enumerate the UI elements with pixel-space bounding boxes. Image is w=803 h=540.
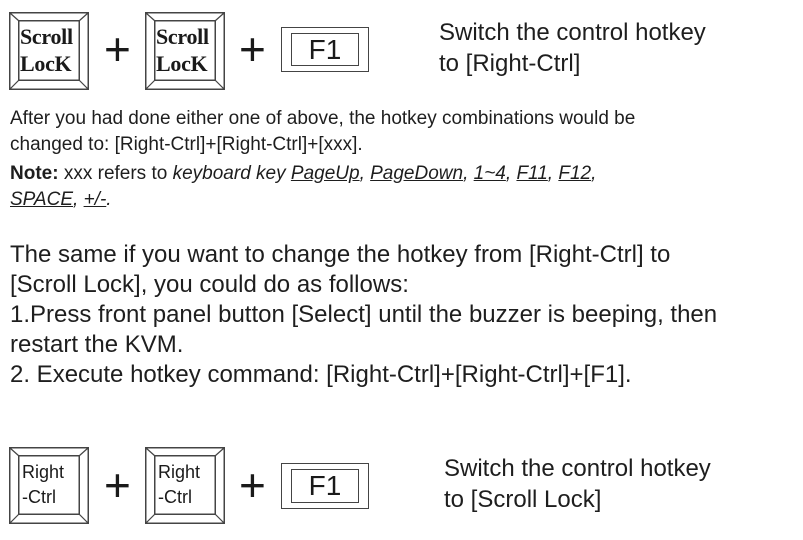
description-line: to [Scroll Lock] [444,486,602,513]
key-plus-minus: +/- [83,189,107,210]
period: . [106,189,112,210]
description-line: Switch the control hotkey [444,455,711,482]
key-label: LocK [20,51,72,76]
scroll-lock-key-2 [145,12,225,90]
key-pageup: PageUp [290,163,360,184]
key-f12: F12 [558,163,592,184]
key-1-4: 1~4 [473,163,506,184]
text-line: After you had done either one of above, the hotkey combinations would be [10,108,636,129]
f1-key [281,27,369,72]
plus-icon: + [104,23,131,75]
key-pagedown: PageDown [370,163,464,184]
key-label: LocK [156,51,208,76]
separator: , [591,163,597,184]
key-f11: F11 [516,163,548,184]
separator: , [463,163,474,184]
key-label: Scroll [20,24,73,49]
separator: , [359,163,371,184]
key-space: SPACE [10,189,74,210]
description-line: Switch the control hotkey [439,19,706,46]
key-label: Right [22,462,65,482]
plus-icon: + [239,459,266,511]
plus-icon: + [104,459,131,511]
note-continued [10,187,800,213]
right-ctrl-key-2 [145,447,225,524]
f1-key [281,463,369,509]
plus-icon: + [239,23,266,75]
key-label: -Ctrl [158,487,192,507]
description-line: to [Right-Ctrl] [439,50,581,77]
scroll-lock-key-1 [9,12,89,90]
step-1-continued: restart the KVM. [10,331,184,358]
hotkey-description [439,17,706,79]
separator: , [547,163,559,184]
note-label: Note: [10,163,59,184]
note-italic: keyboard key [172,163,291,184]
note [10,161,800,187]
f1-key-label: F1 [291,469,359,503]
hotkey-change-explanation [10,106,800,213]
text-line: The same if you want to change the hotkey from [Right-Ctrl] to [10,241,671,268]
separator: , [505,163,517,184]
key-label: -Ctrl [22,487,56,507]
key-label: Scroll [156,24,209,49]
f1-key-label: F1 [291,33,359,66]
step-2: 2. Execute hotkey command: [Right-Ctrl]+[Right-Ctrl]+[F1]. [10,361,632,388]
text-line: [Scroll Lock], you could do as follows: [10,271,409,298]
text-line: changed to: [Right-Ctrl]+[Right-Ctrl]+[xxx]. [10,134,363,155]
key-label: Right [158,462,201,482]
right-ctrl-key-1 [9,447,89,524]
reverse-change-instructions [10,240,802,390]
hotkey-description [444,453,711,515]
step-1: 1.Press front panel button [Select] until the buzzer is beeping, then [10,301,718,328]
separator: , [73,189,84,210]
note-text: xxx refers to [58,163,173,184]
